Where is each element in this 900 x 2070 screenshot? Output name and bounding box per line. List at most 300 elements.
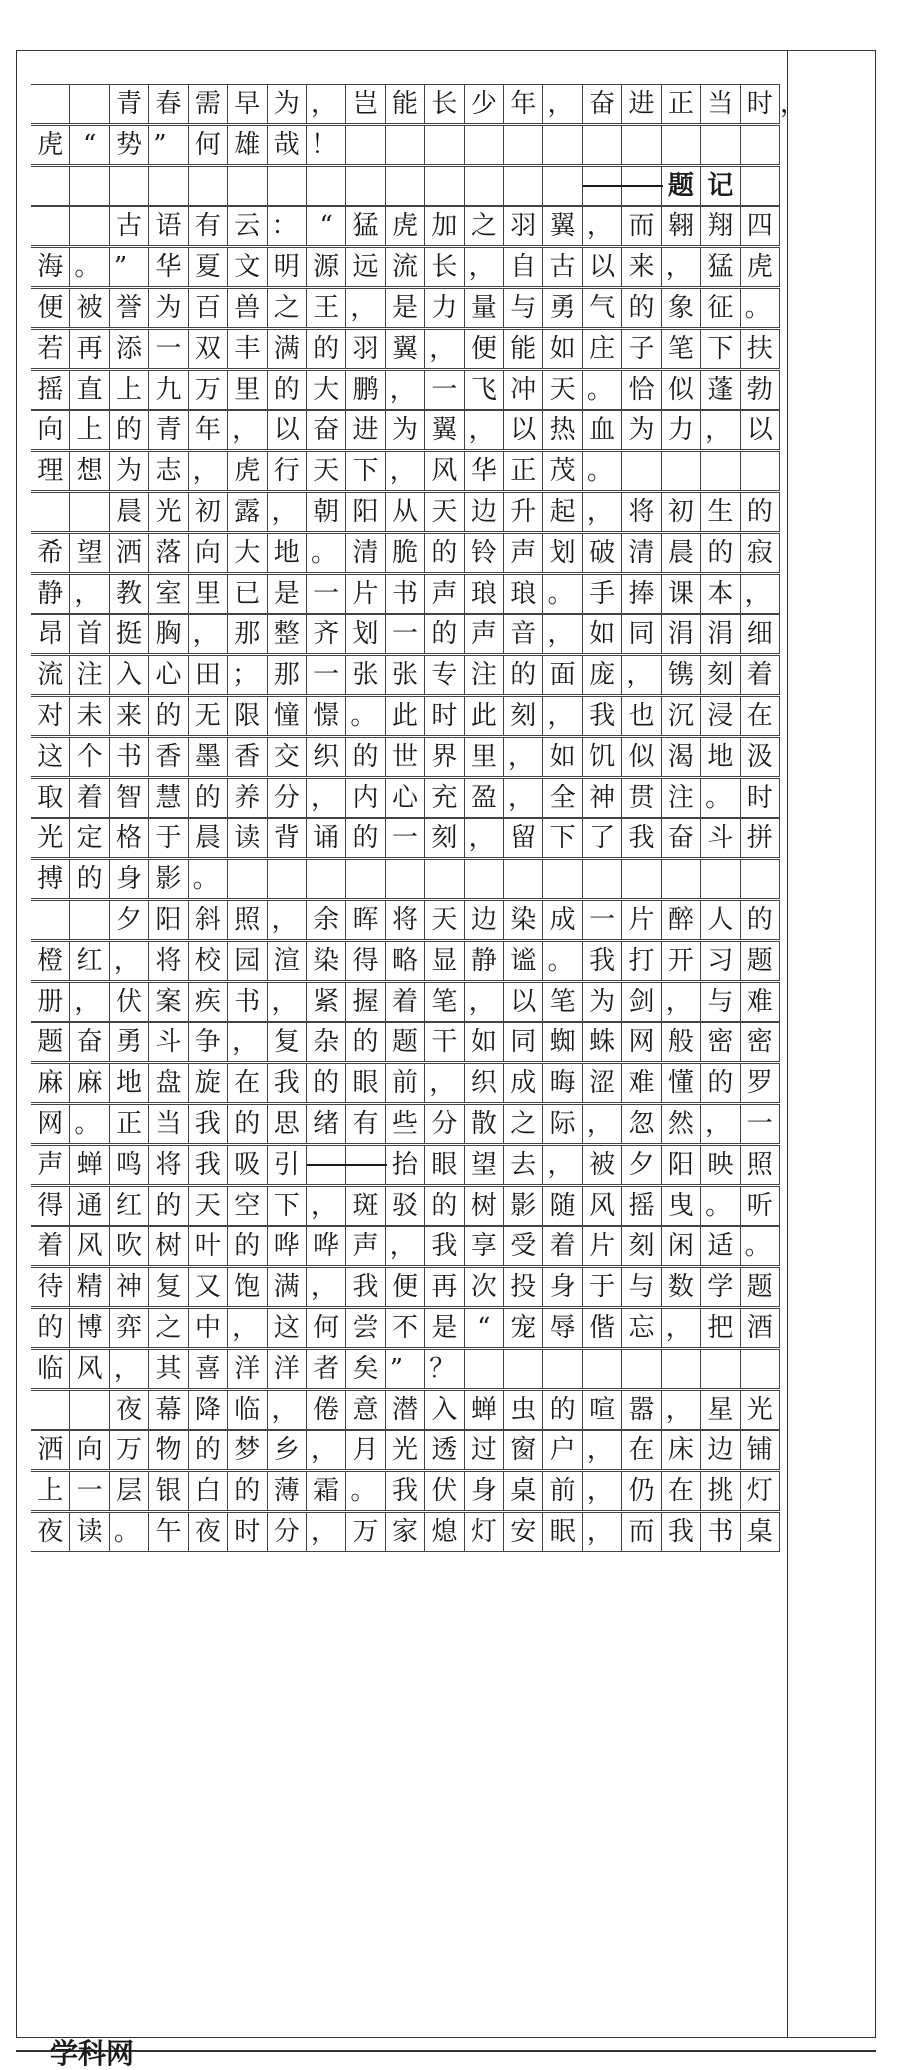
grid-cell: 未 [70,696,109,736]
grid-cell: 夜 [189,1512,228,1552]
grid-cell [701,125,740,165]
grid-cell: 复 [268,1022,307,1062]
grid-cell [543,166,582,206]
grid-cell: 的 [425,533,464,573]
grid-cell: 风 [583,1186,622,1226]
grid-cell: 生 [701,492,740,532]
grid-cell: 为 [268,84,307,124]
grid-cell: 我 [268,1063,307,1103]
grid-cell: 闲 [662,1226,701,1266]
watermark-text: 学科网 [50,2037,135,2070]
grid-cell: 晦 [543,1063,582,1103]
grid-cell: 成 [543,900,582,940]
grid-cell: 得 [31,1186,70,1226]
grid-cell: 斜 [189,900,228,940]
grid-cell: 树 [465,1186,504,1226]
grid-cell: 光 [149,492,188,532]
grid-cell: 斗 [701,818,740,858]
grid-cell: 织 [307,737,346,777]
grid-cell: 岂 [346,84,385,124]
grid-cell: ， [386,1226,425,1266]
grid-cell: 为 [583,982,622,1022]
grid-cell: ， [268,1390,307,1430]
grid-cell: 盘 [149,1063,188,1103]
grid-cell: 的 [228,1104,267,1144]
grid-cell: 汲 [741,737,780,777]
grid-cell: 铃 [465,533,504,573]
grid-cell: 流 [386,247,425,287]
grid-cell: 与 [504,288,543,328]
grid-cell: 升 [504,492,543,532]
grid-cell: ， [110,941,149,981]
grid-cell: 时 [741,778,780,818]
grid-cell: ， [189,614,228,654]
grid-cell: 醉 [662,900,701,940]
grid-cell: 古 [110,206,149,246]
grid-cell: 智 [110,778,149,818]
grid-cell: 大 [307,370,346,410]
grid-cell: 奋 [662,818,701,858]
grid-row [31,1430,780,1470]
grid-cell: 者 [307,1349,346,1389]
grid-cell: ， [662,1308,701,1348]
grid-cell [31,84,70,124]
grid-cell: 疾 [189,982,228,1022]
grid-cell: 一 [307,574,346,614]
grid-cell: ” [149,125,188,165]
grid-cell: 百 [189,288,228,328]
grid-cell: 题 [386,1022,425,1062]
grid-cell: 再 [425,1267,464,1307]
grid-cell: 读 [228,818,267,858]
grid-cell: 整 [268,614,307,654]
grid-cell: 红 [70,941,109,981]
grid-row [31,1145,780,1185]
grid-cell: ， [583,1430,622,1470]
grid-cell [583,859,622,899]
grid-cell: 需 [189,84,228,124]
grid-cell [228,166,267,206]
grid-cell [543,125,582,165]
grid-row [31,614,780,654]
grid-cell: 的 [307,329,346,369]
grid-cell [504,1349,543,1389]
grid-cell: 奋 [307,410,346,450]
grid-cell: ， [543,696,582,736]
grid-cell [622,166,661,206]
grid-cell: 双 [189,329,228,369]
grid-cell: ， [110,1349,149,1389]
grid-cell [622,451,661,491]
grid-cell: 紧 [307,982,346,1022]
grid-cell: ， [662,1390,701,1430]
grid-cell [622,859,661,899]
grid-cell [31,206,70,246]
grid-cell: 一 [583,900,622,940]
grid-cell: 弈 [110,1308,149,1348]
grid-row [31,125,780,165]
grid-row [31,1308,780,1348]
grid-cell [701,1349,740,1389]
grid-cell: 猛 [701,247,740,287]
grid-cell: 养 [228,778,267,818]
grid-cell: 虎 [31,125,70,165]
grid-cell: 的 [622,288,661,328]
grid-cell: 吸 [228,1145,267,1185]
grid-cell: 个 [70,737,109,777]
grid-cell [543,859,582,899]
grid-cell: 脆 [386,533,425,573]
grid-cell: 直 [70,370,109,410]
grid-cell: 能 [504,329,543,369]
margin-rule [787,50,788,2038]
grid-cell: 身 [543,1267,582,1307]
grid-row [31,533,780,573]
grid-cell: 捧 [622,574,661,614]
grid-cell: ， [386,451,425,491]
grid-cell: 些 [386,1104,425,1144]
grid-cell: 的 [425,614,464,654]
grid-cell: 正 [662,84,701,124]
grid-cell: 声 [425,574,464,614]
grid-cell: 的 [189,1430,228,1470]
grid-cell: 力 [425,288,464,328]
grid-cell: ， [307,1267,346,1307]
grid-cell: 适 [701,1226,740,1266]
grid-cell: 的 [149,1186,188,1226]
grid-row [31,166,780,206]
grid-cell: 。 [701,1186,740,1226]
grid-cell: ， [70,982,109,1022]
dash-line [346,1164,386,1166]
grid-cell: 贯 [622,778,661,818]
grid-cell [346,1145,385,1185]
grid-cell [465,125,504,165]
grid-row [31,1267,780,1307]
grid-cell: 满 [268,329,307,369]
grid-cell: 我 [189,1145,228,1185]
grid-cell: 热 [543,410,582,450]
grid-cell: 挺 [110,614,149,654]
grid-cell: 香 [149,737,188,777]
grid-cell: 张 [386,655,425,695]
attribution-char: 记 [701,166,740,206]
grid-cell: 夕 [622,1145,661,1185]
grid-cell: ， [583,492,622,532]
grid-cell: 于 [583,1267,622,1307]
grid-cell: 了 [583,818,622,858]
grid-cell [543,1349,582,1389]
grid-cell: 的 [149,696,188,736]
grid-cell: 。 [701,778,740,818]
grid-cell: 眠 [543,1512,582,1552]
grid-cell [504,166,543,206]
grid-cell: 虎 [386,206,425,246]
grid-row [31,941,780,981]
grid-cell: 自 [504,247,543,287]
grid-cell: 嚣 [622,1390,661,1430]
grid-cell: 之 [149,1308,188,1348]
grid-cell: 将 [622,492,661,532]
grid-cell: 此 [386,696,425,736]
grid-cell: 天 [189,1186,228,1226]
grid-cell: 似 [662,370,701,410]
grid-cell: 受 [504,1226,543,1266]
grid-cell [465,166,504,206]
grid-cell: 仍 [622,1471,661,1511]
grid-cell: 洋 [228,1349,267,1389]
grid-cell [70,900,109,940]
grid-row [31,778,780,818]
grid-cell: 册 [31,982,70,1022]
footer-rule [16,2050,876,2052]
grid-cell [583,1349,622,1389]
attribution-char: 题 [662,166,701,206]
grid-cell: 的 [228,1226,267,1266]
grid-cell: 声 [346,1226,385,1266]
grid-cell: 显 [425,941,464,981]
grid-cell: 染 [504,900,543,940]
grid-cell: 以 [268,410,307,450]
grid-cell: 蓬 [701,370,740,410]
grid-cell: 蜘 [543,1022,582,1062]
grid-cell: 这 [31,737,70,777]
grid-row [31,1226,780,1266]
grid-cell: 风 [70,1226,109,1266]
grid-cell: 随 [543,1186,582,1226]
grid-cell: 之 [465,206,504,246]
grid-cell: 同 [504,1022,543,1062]
grid-cell: 之 [268,288,307,328]
grid-cell: ， [268,900,307,940]
grid-cell: 梦 [228,1430,267,1470]
grid-cell: 添 [110,329,149,369]
grid-cell: 阳 [346,492,385,532]
grid-cell: 何 [189,125,228,165]
grid-cell: 着 [386,982,425,1022]
grid-cell: 人 [701,900,740,940]
grid-cell: 麻 [31,1063,70,1103]
grid-cell: ， [70,574,109,614]
grid-cell: 朝 [307,492,346,532]
grid-cell [268,859,307,899]
grid-cell: 谧 [504,941,543,981]
grid-cell: 户 [543,1430,582,1470]
dash-line [307,1164,347,1166]
grid-cell: 辱 [543,1308,582,1348]
grid-cell: 渲 [268,941,307,981]
grid-cell: 如 [583,614,622,654]
grid-row [31,451,780,491]
grid-cell: 教 [110,574,149,614]
grid-cell: 香 [228,737,267,777]
grid-cell: 为 [622,410,661,450]
grid-cell: 晖 [346,900,385,940]
grid-cell: ， [465,982,504,1022]
grid-cell: 银 [149,1471,188,1511]
grid-cell: 我 [662,1512,701,1552]
grid-cell: 一 [741,1104,780,1144]
grid-cell: 田 [189,655,228,695]
grid-cell: 分 [268,1512,307,1552]
grid-cell: 月 [346,1430,385,1470]
grid-cell: 九 [149,370,188,410]
grid-cell: 时 [741,84,780,124]
grid-cell: 被 [70,288,109,328]
attribution-dash [622,185,662,187]
grid-cell: 密 [741,1022,780,1062]
grid-cell: 以 [504,410,543,450]
grid-cell: 如 [465,1022,504,1062]
grid-cell: 享 [465,1226,504,1266]
grid-cell: 昂 [31,614,70,654]
grid-cell: 哗 [268,1226,307,1266]
grid-cell [504,859,543,899]
grid-cell: 蝉 [465,1390,504,1430]
grid-cell: ， [465,247,504,287]
grid-cell: ， [741,574,780,614]
grid-cell: ， [307,778,346,818]
grid-cell: ” [110,247,149,287]
grid-cell: 的 [31,1308,70,1348]
grid-cell: 远 [346,247,385,287]
grid-cell: 划 [543,533,582,573]
grid-cell: 把 [701,1308,740,1348]
grid-row [31,84,780,124]
grid-cell: 春 [149,84,188,124]
grid-cell: 夜 [31,1512,70,1552]
grid-cell: ， [268,982,307,1022]
grid-cell: 懂 [662,1063,701,1103]
grid-cell: 文 [228,247,267,287]
grid-cell [425,859,464,899]
grid-cell: 上 [70,410,109,450]
grid-cell: 前 [386,1063,425,1103]
grid-cell: 之 [504,1104,543,1144]
grid-cell: 。 [70,247,109,287]
grid-cell: 蛛 [583,1022,622,1062]
grid-cell: 宠 [504,1308,543,1348]
grid-cell: 的 [425,1186,464,1226]
grid-cell: 的 [346,818,385,858]
grid-cell: 涩 [583,1063,622,1103]
grid-cell: 霜 [307,1471,346,1511]
grid-cell: ？ [425,1349,464,1389]
grid-cell: 雄 [228,125,267,165]
grid-cell: 握 [346,982,385,1022]
grid-cell: 时 [228,1512,267,1552]
grid-cell: 这 [268,1308,307,1348]
grid-cell: ， [701,1104,740,1144]
grid-cell: 的 [346,737,385,777]
grid-cell: 地 [701,737,740,777]
grid-cell: 为 [386,410,425,450]
grid-cell: 勇 [110,1022,149,1062]
grid-cell: 清 [346,533,385,573]
grid-cell: 声 [31,1145,70,1185]
grid-cell: 翼 [543,206,582,246]
grid-cell: 校 [189,941,228,981]
grid-cell: 摇 [622,1186,661,1226]
grid-row [31,818,780,858]
grid-cell [465,1349,504,1389]
grid-cell [622,125,661,165]
grid-cell: 片 [622,900,661,940]
grid-row [31,1471,780,1511]
grid-cell: 刻 [425,818,464,858]
grid-cell: 午 [149,1512,188,1552]
grid-cell [31,492,70,532]
grid-cell: 无 [189,696,228,736]
grid-cell: 也 [622,696,661,736]
grid-cell [70,84,109,124]
grid-cell: 镌 [662,655,701,695]
grid-cell: 齐 [307,614,346,654]
grid-cell: 神 [583,778,622,818]
grid-cell: 诵 [307,818,346,858]
grid-cell [662,451,701,491]
grid-cell: 以 [504,982,543,1022]
grid-cell: 曳 [662,1186,701,1226]
grid-cell: 灯 [465,1512,504,1552]
grid-row [31,737,780,777]
grid-cell: 注 [70,655,109,695]
grid-cell: 织 [465,1063,504,1103]
grid-cell: ， [465,818,504,858]
grid-cell: 我 [425,1226,464,1266]
grid-cell: 绪 [307,1104,346,1144]
grid-cell: 向 [70,1430,109,1470]
grid-cell: 我 [583,696,622,736]
grid-cell: 。 [70,1104,109,1144]
grid-cell: 正 [110,1104,149,1144]
grid-cell: ， [543,614,582,654]
grid-cell: 扶 [741,329,780,369]
grid-cell: 的 [189,778,228,818]
grid-cell: 次 [465,1267,504,1307]
grid-cell: 于 [149,818,188,858]
grid-cell: 矣 [346,1349,385,1389]
grid-cell: 正 [504,451,543,491]
grid-cell: 满 [268,1267,307,1307]
grid-cell: 物 [149,1430,188,1470]
grid-cell: 身 [110,859,149,899]
grid-cell: 庄 [583,329,622,369]
grid-cell: 以 [741,410,780,450]
grid-cell: 投 [504,1267,543,1307]
grid-cell: 室 [149,574,188,614]
grid-cell: 争 [189,1022,228,1062]
grid-cell: 照 [228,900,267,940]
grid-cell: 声 [465,614,504,654]
grid-cell: 着 [31,1226,70,1266]
grid-cell: 兽 [228,288,267,328]
grid-cell: 何 [307,1308,346,1348]
grid-cell: 语 [149,206,188,246]
grid-cell: 。 [741,288,780,328]
grid-cell: 搏 [31,859,70,899]
grid-cell: 上 [110,370,149,410]
grid-cell: 。 [110,1512,149,1552]
grid-cell: ， [346,288,385,328]
grid-cell: 麻 [70,1063,109,1103]
grid-cell: 静 [31,574,70,614]
grid-cell: 格 [110,818,149,858]
grid-cell: 来 [110,696,149,736]
grid-cell: 便 [465,329,504,369]
grid-cell: 天 [543,370,582,410]
grid-cell [70,1390,109,1430]
